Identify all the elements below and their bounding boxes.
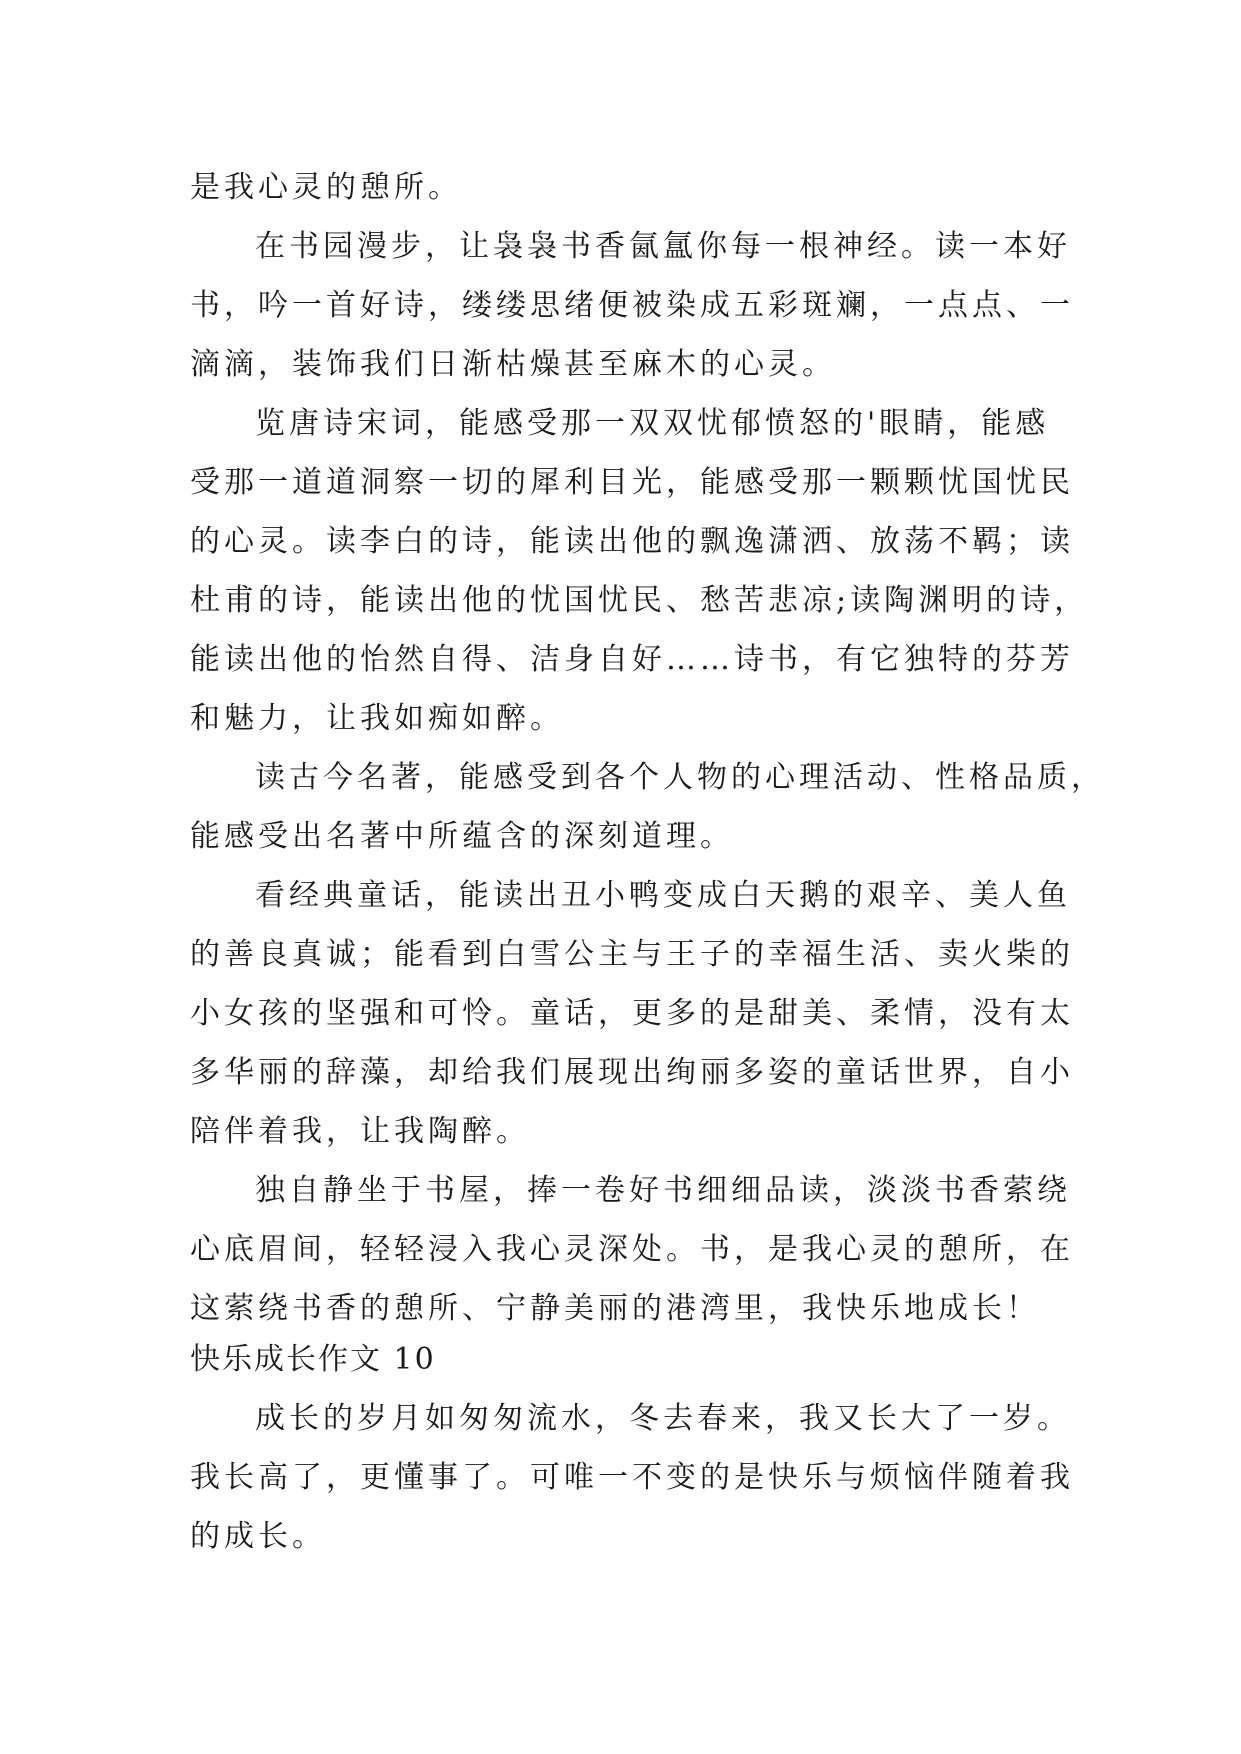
paragraph-start: 看经典童话，能读出丑小鸭变成白天鹅的艰辛、美人鱼 — [255, 878, 1071, 913]
text-line: 能感受出名著中所蕴含的深刻道理。 — [190, 819, 734, 854]
paragraph-start: 览唐诗宋词，能感受那一双双忧郁愤怒的'眼睛，能感 — [255, 406, 1050, 441]
text-line: 杜甫的诗，能读出他的忧国忧民、愁苦悲凉;读陶渊明的诗， — [190, 583, 1089, 618]
text-line: 多华丽的辞藻，却给我们展现出绚丽多姿的童话世界，自小 — [190, 1055, 1074, 1090]
text-line: 受那一道道洞察一切的犀利目光，能感受那一颗颗忧国忧民 — [190, 465, 1074, 500]
text-line: 书，吟一首好诗，缕缕思绪便被染成五彩斑斓，一点点、一 — [190, 288, 1074, 323]
text-line: 和魅力，让我如痴如醉。 — [190, 701, 564, 736]
section-heading: 快乐成长作文 10 — [190, 1342, 436, 1377]
paragraph-start: 在书园漫步，让袅袅书香氤氲你每一根神经。读一本好 — [255, 229, 1071, 264]
text-line: 这萦绕书香的憩所、宁静美丽的港湾里，我快乐地成长！ — [190, 1291, 1040, 1326]
text-line: 心底眉间，轻轻浸入我心灵深处。书，是我心灵的憩所，在 — [190, 1232, 1074, 1267]
paragraph-start: 成长的岁月如匆匆流水，冬去春来，我又长大了一岁。 — [255, 1401, 1071, 1436]
text-line: 的成长。 — [190, 1519, 326, 1554]
text-line: 我长高了，更懂事了。可唯一不变的是快乐与烦恼伴随着我 — [190, 1460, 1074, 1495]
text-line: 是我心灵的憩所。 — [190, 170, 462, 205]
text-line: 能读出他的怡然自得、洁身自好……诗书，有它独特的芬芳 — [190, 642, 1074, 677]
text-line: 小女孩的坚强和可怜。童话，更多的是甜美、柔情，没有太 — [190, 996, 1074, 1031]
text-line: 陪伴着我，让我陶醉。 — [190, 1114, 530, 1149]
paragraph-start: 读古今名著，能感受到各个人物的心理活动、性格品质， — [255, 760, 1105, 795]
text-line: 的善良真诚；能看到白雪公主与王子的幸福生活、卖火柴的 — [190, 937, 1074, 972]
paragraph-start: 独自静坐于书屋，捧一卷好书细细品读，淡淡书香萦绕 — [255, 1173, 1071, 1208]
text-line: 的心灵。读李白的诗，能读出他的飘逸潇洒、放荡不羁；读 — [190, 524, 1074, 559]
text-line: 滴滴，装饰我们日渐枯燥甚至麻木的心灵。 — [190, 347, 836, 382]
